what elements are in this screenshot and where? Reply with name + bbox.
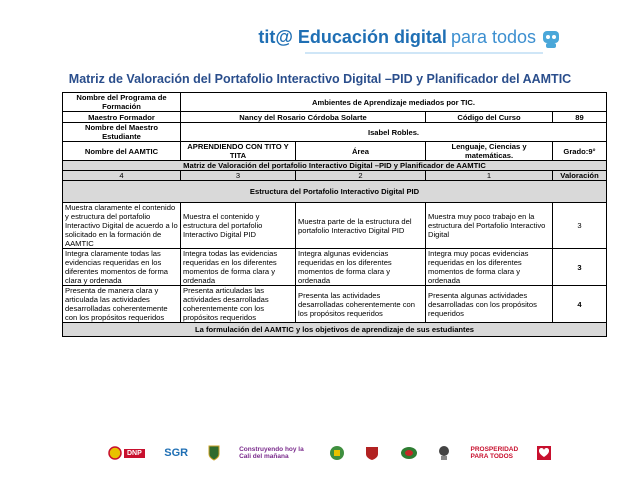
emblem-logo	[400, 445, 418, 461]
row2-c3: Integra todas las evidencias requeridas en los diferentes momentos de forma clara y ordenada	[181, 249, 296, 286]
codigo-label: Código del Curso	[426, 112, 553, 123]
bird-icon	[437, 445, 451, 461]
table-row	[63, 286, 607, 323]
programa-label: Nombre del Programa de Formación	[63, 93, 181, 112]
aamtic-value: APRENDIENDO CON TITO Y TITA	[181, 142, 296, 161]
scale-3: 3	[181, 171, 296, 181]
row1-val: 3	[553, 203, 607, 249]
shield-logo	[208, 445, 220, 461]
heart-logo	[536, 445, 552, 461]
valle-shield-icon	[329, 445, 345, 461]
table-row	[63, 203, 607, 249]
emblem-icon	[400, 445, 418, 461]
row1-c3: Muestra el contenido y estructura del portafolio Interactivo Digital PID	[181, 203, 296, 249]
valle-logo	[329, 445, 345, 461]
row2-c1: Integra muy pocas evidencias requeridas en los diferentes momentos de forma clara y ordenada	[426, 249, 553, 286]
colombia-seal-icon	[108, 446, 122, 460]
row1-c2: Muestra parte de la estructura del portafolio Interactivo Digital PID	[296, 203, 426, 249]
sgr-logo: SGR	[164, 447, 189, 459]
codigo-value: 89	[553, 112, 607, 123]
row3-val: 4	[553, 286, 607, 323]
row1-c1: Muestra muy poco trabajo en la estructura del Portafolio Interactivo Digital	[426, 203, 553, 249]
page-title: Matriz de Valoración del Portafolio Interactivo Digital –PID y Planificador del AAMTIC	[68, 72, 572, 86]
row2-c2: Integra algunas evidencias requeridas en los diferentes momentos de forma clara y ordenada	[296, 249, 426, 286]
area-label: Área	[296, 142, 426, 161]
footer-logos	[108, 433, 552, 473]
prosperidad-logo: PROSPERIDAD PARA TODOS	[470, 446, 519, 460]
red-shield-logo	[364, 445, 380, 461]
aamtic-label: Nombre del AAMTIC	[63, 142, 181, 161]
scale-1: 1	[426, 171, 553, 181]
maestro-estudiante-value: Isabel Robles.	[181, 123, 607, 142]
programa-value: Ambientes de Aprendizaje mediados por TIC.	[181, 93, 607, 112]
section-aamtic: La formulación del AAMTIC y los objetivos de aprendizaje de sus estudiantes	[63, 323, 607, 337]
header-divider	[305, 52, 543, 54]
section-pid: Estructura del Portafolio Interactivo Digital PID	[63, 181, 607, 203]
row2-val: 3	[553, 249, 607, 286]
row2-c4: Integra claramente todas las evidencias requeridas en los diferentes momentos de forma clara y ordenada	[63, 249, 181, 286]
row1-c4: Muestra claramente el contenido y estructura del portafolio Interactivo Digital de acuerdo a lo solicitado en la formación de AAMTIC	[63, 203, 181, 249]
matriz-heading: Matriz de Valoración del portafolio Interactivo Digital –PID y Planificador de AAMTIC	[63, 161, 607, 171]
lenguaje-value: Lenguaje, Ciencias y matemáticas.	[426, 142, 553, 161]
row3-c3: Presenta articuladas las actividades desarrolladas coherentemente con los propósitos requeridos	[181, 286, 296, 323]
brand-bold: tit@ Educación digital	[258, 26, 447, 47]
heart-icon	[536, 445, 552, 461]
row3-c1: Presenta algunas actividades desarrolladas con los propósitos requeridos	[426, 286, 553, 323]
table-row	[63, 249, 607, 286]
rubric-table	[62, 92, 607, 337]
row3-c4: Presenta de manera clara y articulada las actividades desarrolladas coherentemente con los propósitos requeridos	[63, 286, 181, 323]
brand-logo	[258, 26, 536, 48]
red-shield-icon	[364, 445, 380, 461]
dnp-logo: DNP	[108, 446, 145, 460]
row3-c2: Presenta las actividades desarrolladas coherentemente con los propósitos requeridos	[296, 286, 426, 323]
scale-2: 2	[296, 171, 426, 181]
scale-4: 4	[63, 171, 181, 181]
brand-light: para todos	[450, 26, 536, 47]
valoracion-label: Valoración	[553, 171, 607, 181]
maestro-estudiante-label: Nombre del Maestro Estudiante	[63, 123, 181, 142]
grado-value: Grado:9°	[553, 142, 607, 161]
maestro-formador-label: Maestro Formador	[63, 112, 181, 123]
bird-logo	[437, 445, 451, 461]
shield-icon	[208, 445, 220, 461]
robot-icon	[540, 27, 562, 49]
cali-logo: Construyendo hoy la Cali del mañana	[239, 446, 304, 460]
maestro-formador-value: Nancy del Rosario Córdoba Solarte	[181, 112, 426, 123]
